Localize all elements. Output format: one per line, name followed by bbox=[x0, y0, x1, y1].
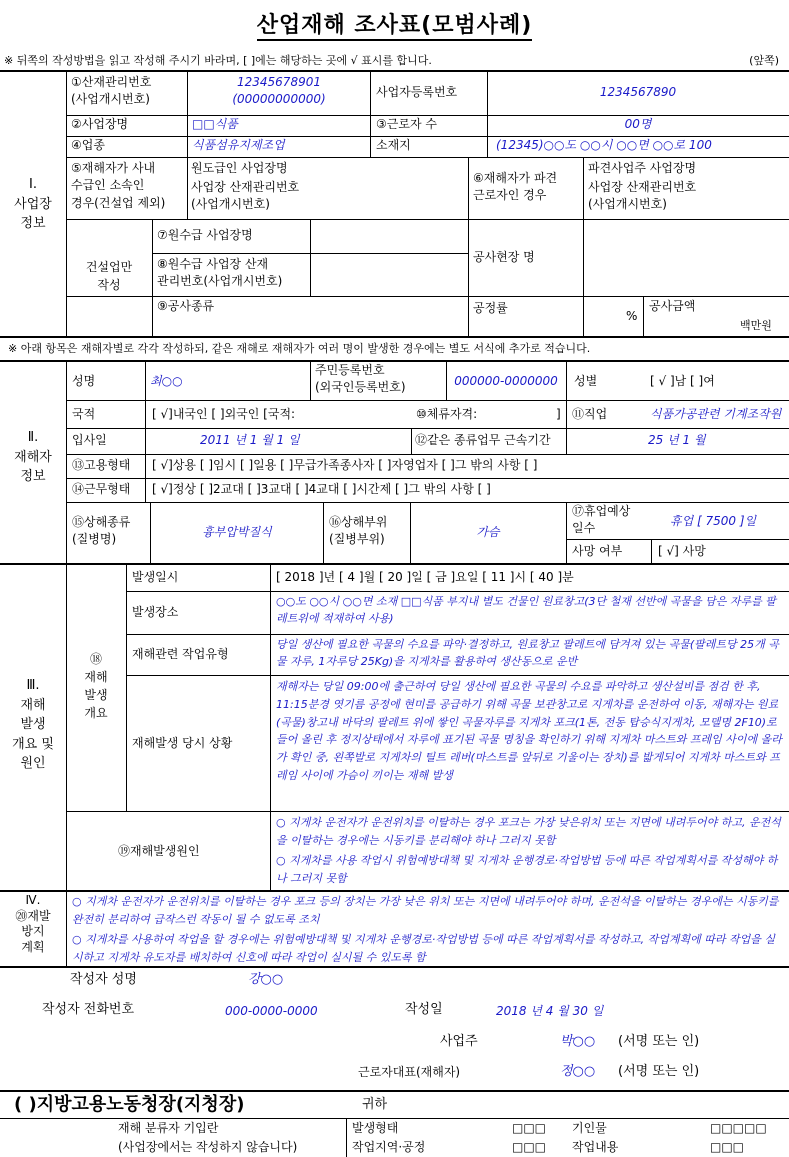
prime-site-name-label: ⑦원수급 사업장명 bbox=[157, 228, 253, 242]
rule bbox=[66, 219, 789, 220]
rule bbox=[0, 563, 789, 565]
work-content-boxes: □□□ bbox=[710, 1140, 745, 1154]
writer-phone-value: 000-0000-0000 bbox=[225, 1004, 318, 1018]
rule bbox=[651, 539, 652, 563]
rule bbox=[310, 219, 311, 296]
employer-sign-note: (서명 또는 인) bbox=[618, 1034, 700, 1049]
situation-value: 재해자는 당일 09:00에 출근하여 당일 생산에 필요한 곡물의 수요를 파악하고 생산설비를 점검 한 후, 11:15분경 엿기름 공정에 현미를 공급하기 위해 곡물 보관창고로 지게차를 운전하여 이동, 재해자는 원료(곡물)창고내 바닥의 팔레트 위에 쌓인 곡물자루를 지게차 포크(1톤, 전동 탑승식지게차, 모델명 2F10)로 들어 올린 후 정지상태에서 자루에 표기된 곡물 명칭을 확인하기 위해 지게차 마스트와 프레임 사이에 올라가 확인 중, 왼쪽발로 지게차의 틸트 레버(마스트를 앞뒤로 기울이는 장치)를 밟게되어 지게차 마스트와 프레임 사이에 가슴이 끼이는 재해 발생 bbox=[276, 680, 782, 783]
mgmt-no-label: ①산재관리번호 (사업개시번호) bbox=[71, 75, 152, 107]
work-content-label: 작업내용 bbox=[572, 1140, 619, 1154]
rule bbox=[0, 70, 789, 72]
page-title: 산업재해 조사표(모범사례) bbox=[0, 8, 789, 39]
work-type-label: 재해관련 작업유형 bbox=[132, 647, 229, 661]
progress-label: 공정률 bbox=[473, 301, 508, 315]
recipient-honorific: 귀하 bbox=[362, 1097, 388, 1112]
rule bbox=[370, 70, 371, 157]
section-4-label: Ⅳ. ⑳재발 방지 계획 bbox=[15, 893, 51, 954]
site-name-label: ②사업장명 bbox=[71, 117, 129, 131]
tenure-value: 25 년 1 월 bbox=[648, 433, 706, 447]
writer-name-value: 강○○ bbox=[248, 972, 284, 987]
occurrence-date-value: [ 2018 ]년 [ 4 ]월 [ 20 ]일 [ 금 ]요일 [ 11 ]시 [ 40 ]분 bbox=[276, 570, 574, 584]
work-shift-label: ⑭근무형태 bbox=[72, 482, 131, 496]
employer-value: 박○○ bbox=[560, 1034, 596, 1049]
biz-reg-value: 1234567890 bbox=[599, 85, 677, 99]
cause-2: ○ 지게차를 사용 작업시 위험예방대책 및 지게차 운행경로·작업방법 등에 따른 작업계획서를 작성해야 하나 그러지 못함 bbox=[276, 854, 778, 885]
rule bbox=[566, 360, 567, 428]
sex-label: 성별 bbox=[574, 374, 598, 388]
construction-label: 건설업만 작성 bbox=[85, 260, 133, 292]
work-type-value: 당일 생산에 필요한 곡물의 수요를 파악·결정하고, 원료창고 팔레트에 담겨져 있는 곡물(팔레트당 25개 곡물 자루, 1자루당 25Kg)을 지게차를 활용하여 생산동으로 운반 bbox=[276, 638, 779, 669]
rule bbox=[446, 360, 447, 400]
worker-count-label: ③근로자 수 bbox=[376, 117, 437, 131]
sex-value: [ √ ]남 [ ]여 bbox=[650, 374, 715, 388]
rule bbox=[643, 296, 644, 336]
worker-rep-sign-note: (서명 또는 인) bbox=[618, 1064, 700, 1079]
instruction-note: ※ 뒤쪽의 작성방법을 읽고 작성해 주시기 바라며, [ ]에는 해당하는 곳에 √ 표시를 합니다. bbox=[4, 54, 432, 67]
subcontractor-name-label: 원도급인 사업장명 bbox=[191, 161, 288, 175]
rule bbox=[310, 360, 311, 400]
rule bbox=[150, 502, 151, 563]
rule bbox=[566, 428, 567, 454]
occupation-value: 식품가공관련 기계조작원 bbox=[650, 407, 782, 421]
injury-type-label: ⑮상해종류 (질병명) bbox=[72, 515, 131, 547]
subcontractor-mgmt-label: 사업장 산재관리번호 (사업개시번호) bbox=[191, 180, 300, 212]
industry-value: 식품섬유지제조업 bbox=[192, 138, 285, 152]
rule bbox=[66, 296, 789, 297]
biz-reg-label: 사업자등록번호 bbox=[376, 85, 458, 99]
situation-label: 재해발생 당시 상황 bbox=[132, 736, 233, 750]
classification-label: 재해 분류자 기입란 bbox=[118, 1121, 219, 1135]
causal-object-boxes: □□□□□ bbox=[710, 1121, 767, 1135]
dispatch-label: ⑥재해자가 파견 근로자인 경우 bbox=[473, 171, 558, 203]
percent-unit: % bbox=[626, 309, 638, 323]
write-date-label: 작성일 bbox=[405, 1002, 443, 1017]
overview-label: ⑱ 재해 발생 개요 bbox=[84, 652, 108, 720]
injury-part-label: ⑯상해부위 (질병부위) bbox=[329, 515, 388, 547]
amount-label: 공사금액 bbox=[649, 299, 696, 313]
site-field-label: 공사현장 명 bbox=[473, 250, 535, 264]
address-label: 소재지 bbox=[376, 138, 411, 152]
industry-label: ④업종 bbox=[71, 138, 105, 152]
rule bbox=[66, 400, 789, 401]
occurrence-place-value: ○○도 ○○시 ○○면 소재 □□식품 부지내 별도 건물인 원료창고(3단 철재 선반에 곡물을 담은 자루를 팔레트위에 적재하여 사용) bbox=[276, 595, 776, 626]
rule bbox=[468, 157, 469, 336]
occupation-label: ⑪직업 bbox=[572, 407, 608, 421]
prevention-plan-2: ○ 지게차를 사용하여 작업을 할 경우에는 위험예방대책 및 지게차 운행경로·작업방법 등에 따른 작업계획서를 작성하고, 작업계획에 따라 작업을 실시하고 지게차 유도자를 배치하여 신호에 따라 작업이 실시될 수 있도록 함 bbox=[72, 933, 775, 964]
leave-days-value: 휴업 [ 7500 ]일 bbox=[670, 514, 757, 528]
victim-name-value: 최○○ bbox=[150, 374, 183, 388]
rule bbox=[487, 70, 488, 157]
rule bbox=[145, 360, 146, 503]
rule bbox=[0, 966, 789, 968]
subcontractor-label: ⑤재해자가 사내 수급인 소속인 경우(건설업 제외) bbox=[71, 161, 166, 210]
dispatch-name-label: 파견사업주 사업장명 bbox=[588, 161, 697, 175]
injury-type-value: 흉부압박질식 bbox=[202, 525, 272, 539]
section-3-label: Ⅲ. 재해 발생 개요 및 원인 bbox=[12, 678, 54, 771]
work-shift-value: [ √]정상 [ ]2교대 [ ]3교대 [ ]4교대 [ ]시간제 [ ]그 밖의 사항 [ ] bbox=[152, 482, 491, 496]
rule bbox=[410, 502, 411, 563]
employment-type-label: ⑬고용형태 bbox=[72, 458, 131, 472]
rule bbox=[66, 890, 67, 966]
death-value: [ √] 사망 bbox=[658, 544, 706, 558]
visa-bracket: ] bbox=[556, 407, 561, 421]
occurrence-place-label: 발생장소 bbox=[132, 605, 179, 619]
amount-unit: 백만원 bbox=[740, 319, 772, 332]
address-value: (12345)○○도 ○○시 ○○면 ○○로 100 bbox=[496, 138, 712, 152]
rule bbox=[66, 157, 789, 158]
rule bbox=[346, 1118, 347, 1157]
cause-label: ⑲재해발생원인 bbox=[118, 844, 200, 858]
work-area-label: 작업지역·공정 bbox=[352, 1140, 426, 1154]
rrn-label: 주민등록번호 (외국인등록번호) bbox=[315, 363, 406, 395]
rule bbox=[0, 890, 789, 892]
recipient-office: ( )지방고용노동청장(지청장) bbox=[14, 1094, 245, 1115]
rule bbox=[323, 502, 324, 563]
cause-1: ○ 지게차 운전자가 운전위치를 이탈하는 경우 포크는 가장 낮은위치 또는 지면에 내려두어야 하고, 운전석을 이탈하는 경우에는 시동키를 분리해야 하나 그러지 못함 bbox=[276, 816, 781, 847]
rule bbox=[152, 219, 153, 336]
rule bbox=[583, 219, 584, 336]
rule bbox=[187, 70, 188, 219]
section-2-label: Ⅱ. 재해자 정보 bbox=[14, 430, 52, 484]
rule bbox=[411, 428, 412, 454]
rule bbox=[66, 478, 789, 479]
rrn-value: 000000-0000000 bbox=[454, 374, 558, 388]
site-name-value: □□식품 bbox=[192, 117, 238, 131]
writer-name-label: 작성자 성명 bbox=[70, 972, 137, 987]
rule bbox=[583, 157, 584, 219]
page-side-label: (앞쪽) bbox=[749, 54, 779, 67]
tenure-label: ⑫같은 종류업무 근속기간 bbox=[415, 433, 551, 447]
work-area-boxes: □□□ bbox=[512, 1140, 547, 1154]
worker-count-value: 00명 bbox=[624, 117, 652, 131]
causal-object-label: 기인물 bbox=[572, 1121, 607, 1135]
employer-label: 사업주 bbox=[440, 1034, 478, 1049]
rule bbox=[566, 502, 567, 563]
classification-note: (사업장에서는 작성하지 않습니다) bbox=[118, 1140, 298, 1154]
rule bbox=[126, 563, 127, 811]
rule bbox=[0, 1118, 789, 1119]
prime-mgmt-label: ⑧원수급 사업장 산재 관리번호(사업개시번호) bbox=[157, 257, 283, 289]
nationality-label: 국적 bbox=[72, 407, 96, 421]
rule bbox=[66, 502, 789, 503]
rule bbox=[126, 591, 789, 592]
leave-days-label: ⑰휴업예상 일수 bbox=[572, 504, 631, 536]
rule bbox=[66, 563, 67, 890]
worker-rep-value: 정○○ bbox=[560, 1064, 596, 1079]
rule bbox=[0, 336, 789, 338]
construction-type-label: ⑨공사종류 bbox=[157, 299, 215, 313]
rule bbox=[126, 634, 789, 635]
multi-victim-note: ※ 아래 항목은 재해자별로 각각 작성하되, 같은 재해로 재해자가 여러 명이 발생한 경우에는 별도 서식에 추가로 적습니다. bbox=[8, 342, 591, 355]
write-date-value: 2018 년 4 월 30 일 bbox=[496, 1004, 604, 1018]
hire-date-value: 2011 년 1 월 1 일 bbox=[200, 433, 300, 447]
employment-type-value: [ √]상용 [ ]임시 [ ]일용 [ ]무급가족종사자 [ ]자영업자 [ ]그 밖의 사항 [ ] bbox=[152, 458, 538, 472]
rule bbox=[66, 428, 789, 429]
nationality-value: [ √]내국인 [ ]외국인 [국적: bbox=[152, 407, 296, 421]
death-label: 사망 여부 bbox=[572, 544, 623, 558]
rule bbox=[66, 360, 67, 563]
hire-date-label: 입사일 bbox=[72, 433, 107, 447]
occurrence-type-label: 발생형태 bbox=[352, 1121, 399, 1135]
mgmt-no-value: 12345678901 (00000000000) bbox=[232, 75, 326, 107]
rule bbox=[66, 811, 789, 812]
visa-label: ⑩체류자격: bbox=[416, 407, 478, 421]
victim-name-label: 성명 bbox=[72, 374, 96, 388]
section-1-label: Ⅰ. 사업장 정보 bbox=[14, 177, 52, 231]
injury-part-value: 가슴 bbox=[476, 525, 500, 539]
writer-phone-label: 작성자 전화번호 bbox=[42, 1002, 135, 1017]
rule bbox=[566, 539, 789, 540]
worker-rep-label: 근로자대표(재해자) bbox=[358, 1065, 461, 1079]
prevention-plan-1: ○ 지게차 운전자가 운전위치를 이탈하는 경우 포크 등의 장치는 가장 낮은 위치 또는 지면에 내려두어야 하며, 운전석을 이탈하는 경우에는 시동키를 완전히 분리하여 급작스런 작동이 될 수 없도록 조치 bbox=[72, 895, 779, 926]
occurrence-type-boxes: □□□ bbox=[512, 1121, 547, 1135]
rule bbox=[66, 454, 789, 455]
rule bbox=[270, 563, 271, 890]
rule bbox=[126, 675, 789, 676]
dispatch-mgmt-label: 사업장 산재관리번호 (사업개시번호) bbox=[588, 180, 697, 212]
occurrence-date-label: 발생일시 bbox=[132, 570, 179, 584]
rule bbox=[66, 70, 67, 336]
